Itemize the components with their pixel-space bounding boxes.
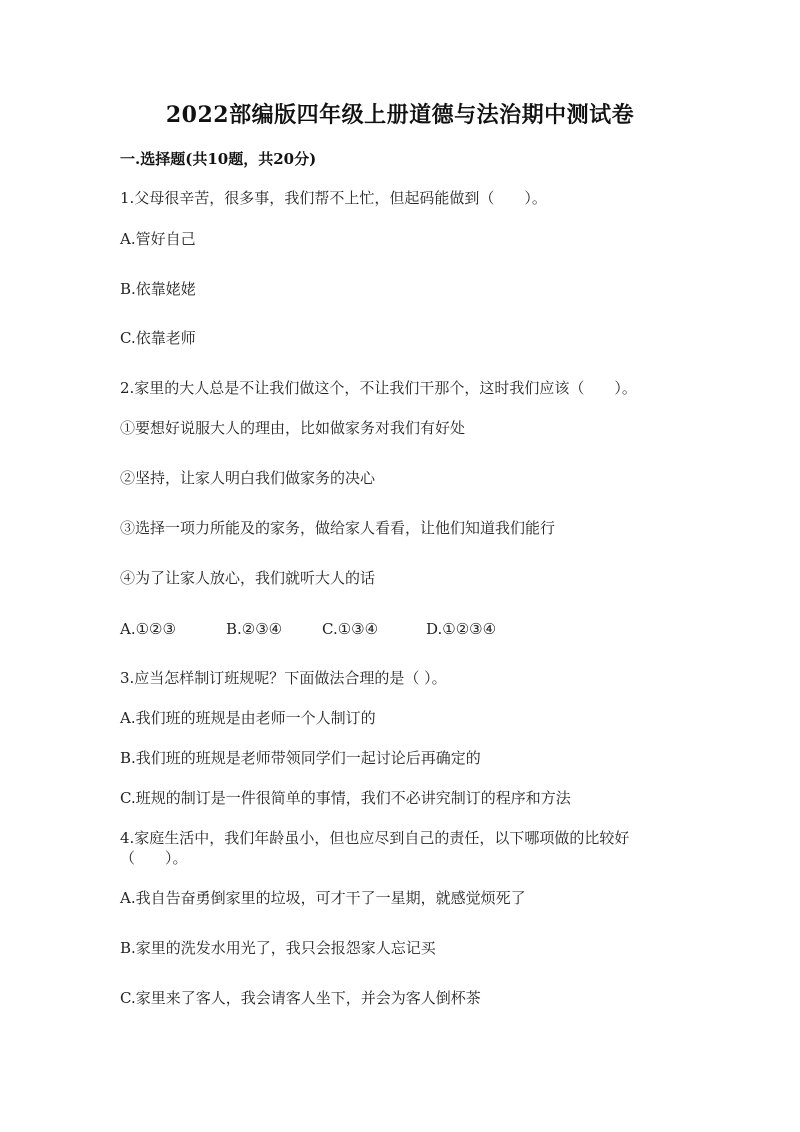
- question-4-option-a: A.我自告奋勇倒家里的垃圾，可才干了一星期，就感觉烦死了: [120, 889, 526, 907]
- question-1-option-b: B.依靠姥姥: [120, 280, 196, 298]
- question-3-option-b: B.我们班的班规是老师带领同学们一起讨论后再确定的: [120, 749, 481, 767]
- question-2-statement-4: ④为了让家人放心，我们就听大人的话: [120, 569, 376, 587]
- question-1-option-a: A.管好自己: [120, 230, 196, 248]
- question-2-option-a: A.①②③: [120, 620, 176, 638]
- question-4-option-b: B.家里的洗发水用光了，我只会报怨家人忘记买: [120, 939, 436, 957]
- question-1-option-c: C.依靠老师: [120, 329, 196, 347]
- question-2-option-d: D.①②③④: [426, 620, 497, 638]
- question-2-option-c: C.①③④: [322, 620, 379, 638]
- question-3-option-c: C.班规的制订是一件很简单的事情，我们不必讲究制订的程序和方法: [120, 789, 571, 807]
- question-3-stem: 3.应当怎样制订班规呢？下面做法合理的是（ ）。: [120, 669, 447, 687]
- question-2-option-b: B.②③④: [226, 620, 283, 638]
- question-2-statement-2: ②坚持，让家人明白我们做家务的决心: [120, 469, 376, 487]
- question-2-statement-1: ①要想好说服大人的理由，比如做家务对我们有好处: [120, 419, 466, 437]
- question-1-stem: 1.父母很辛苦，很多事，我们帮不上忙，但起码能做到（ ）。: [120, 189, 547, 207]
- question-2-stem: 2.家里的大人总是不让我们做这个，不让我们干那个，这时我们应该（ ）。: [120, 379, 637, 397]
- page-title: 2022部编版四年级上册道德与法治期中测试卷: [165, 102, 635, 128]
- question-2-statement-3: ③选择一项力所能及的家务，做给家人看看，让他们知道我们能行: [120, 519, 556, 537]
- question-4-stem: 4.家庭生活中，我们年龄虽小，但也应尽到自己的责任，以下哪项做的比较好（ ）。: [120, 829, 630, 867]
- question-3-option-a: A.我们班的班规是由老师一个人制订的: [120, 709, 376, 727]
- section-heading: 一.选择题(共10题，共20分): [120, 150, 317, 168]
- question-4-option-c: C.家里来了客人，我会请客人坐下，并会为客人倒杯茶: [120, 989, 481, 1007]
